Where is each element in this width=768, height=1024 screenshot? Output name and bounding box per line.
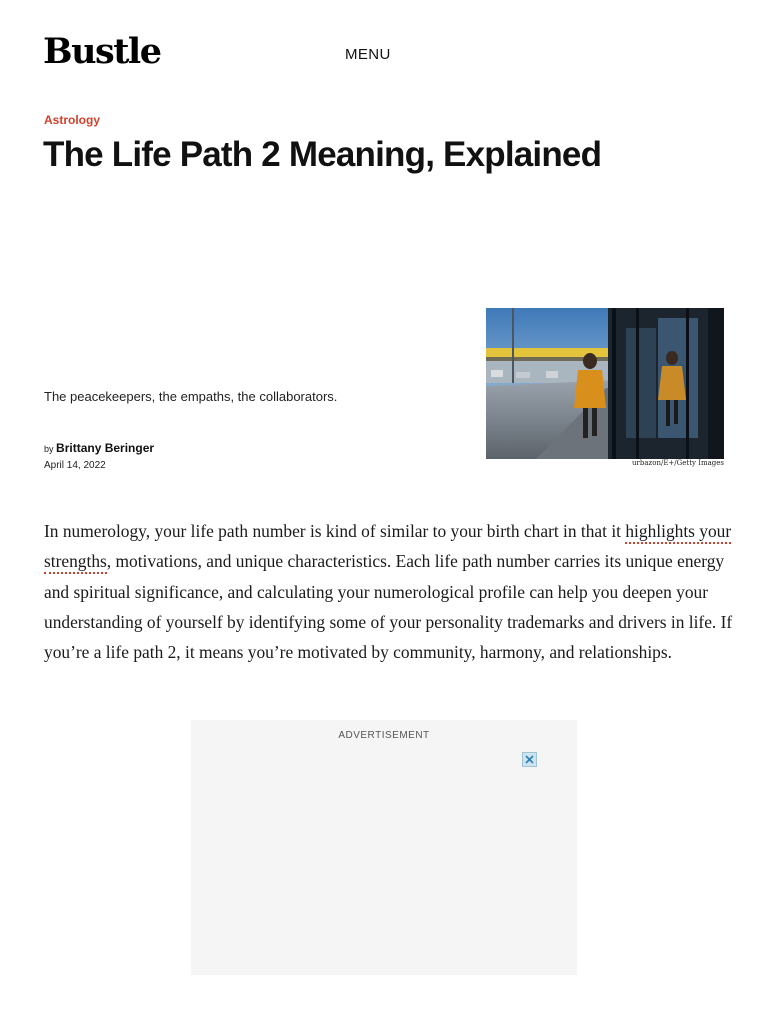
- site-logo[interactable]: Bustle: [43, 31, 161, 72]
- menu-button[interactable]: MENU: [345, 46, 391, 63]
- strengths-link[interactable]: highlights your strengths: [44, 521, 731, 574]
- body-text-part1: In numerology, your life path number is kind of similar to your birth chart in that it: [44, 521, 626, 541]
- image-credit: urbazon/E+/Getty Images: [632, 459, 724, 467]
- category-link[interactable]: Astrology: [44, 113, 101, 127]
- advertisement-slot: [191, 720, 577, 975]
- close-icon[interactable]: [522, 752, 537, 767]
- hero-image: [486, 308, 724, 459]
- publish-date: April 14, 2022: [44, 460, 106, 471]
- advertisement-label: ADVERTISEMENT: [338, 730, 430, 741]
- article-dek: The peacekeepers, the empaths, the collaborators.: [44, 389, 338, 404]
- byline: [44, 441, 154, 457]
- author-link[interactable]: Brittany Beringer: [56, 441, 155, 455]
- byline-prefix: by: [44, 444, 54, 454]
- article-title: The Life Path 2 Meaning, Explained: [43, 135, 602, 174]
- article-body-paragraph: [44, 516, 734, 667]
- body-text-part2: , motivations, and unique characteristics. Each life path number carries its unique energy and spiritual significance, and calculating your numerological profile can help you deepen your understanding of yourself by identifying some of your personality trademarks and drivers in life. If you’re a life path 2, it means you’re motivated by community, harmony, and relationships.: [44, 551, 733, 663]
